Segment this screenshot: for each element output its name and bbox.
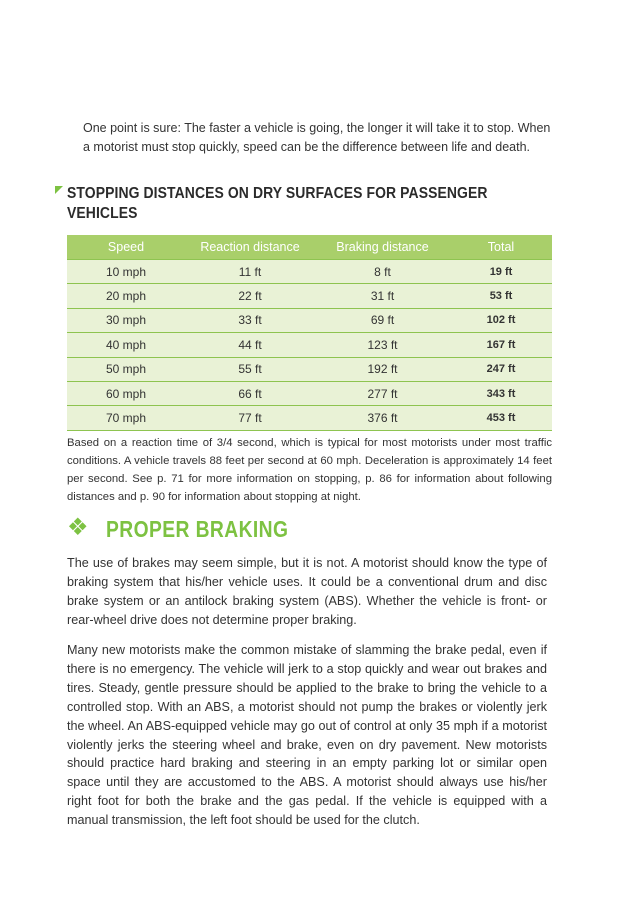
speed-cell: 10 mph	[67, 259, 185, 283]
speed-cell: 40 mph	[67, 332, 185, 356]
proper-braking-heading	[67, 512, 328, 546]
total-cell: 167 ft	[450, 332, 552, 356]
proper-braking-title: PROPER BRAKING	[105, 515, 288, 542]
reaction-distance-cell: 44 ft	[185, 332, 315, 356]
table-row	[67, 283, 552, 307]
table-row	[67, 381, 552, 405]
intro-paragraph: One point is sure: The faster a vehicle is going, the longer it will take it to stop. When a motorist must stop quickly, speed can be the difference between life and death.	[83, 121, 551, 154]
reaction-distance-cell: 77 ft	[185, 405, 315, 430]
speed-cell: 60 mph	[67, 381, 185, 405]
column-header-reaction-distance: Reaction distance	[185, 235, 315, 259]
section-marker-icon	[55, 186, 63, 194]
column-header-total: Total	[450, 235, 552, 259]
total-cell: 19 ft	[450, 259, 552, 283]
braking-distance-cell: 192 ft	[315, 357, 450, 381]
braking-paragraph-1: The use of brakes may seem simple, but it is not. A motorist should know the type of braking system that his/her vehicle uses. It could be a conventional drum and disc brake system or an antilock braking system (ABS). Whether the vehicle is front- or rear-wheel drive does not determine proper braking.	[67, 556, 547, 627]
table-row	[67, 332, 552, 356]
braking-distance-cell: 69 ft	[315, 308, 450, 332]
table-row	[67, 405, 552, 430]
total-cell: 343 ft	[450, 381, 552, 405]
table-footnote: Based on a reaction time of 3/4 second, which is typical for most motorists under most traffic conditions. A vehicle travels 88 feet per second at 60 mph. Deceleration is approximately 14 feet per second. See p. 71 for more information on stopping, p. 86 for information about following distances and p. 90 for information about stopping at night.	[67, 437, 552, 503]
table-row	[67, 308, 552, 332]
stopping-distances-table	[67, 235, 552, 431]
braking-distance-cell: 277 ft	[315, 381, 450, 405]
reaction-distance-cell: 33 ft	[185, 308, 315, 332]
reaction-distance-cell: 11 ft	[185, 259, 315, 283]
speed-cell: 50 mph	[67, 357, 185, 381]
speed-cell: 20 mph	[67, 283, 185, 307]
speed-cell: 30 mph	[67, 308, 185, 332]
table-header-row	[67, 235, 552, 259]
column-header-braking-distance: Braking distance	[315, 235, 450, 259]
reaction-distance-cell: 22 ft	[185, 283, 315, 307]
braking-paragraph-2: Many new motorists make the common mistake of slamming the brake pedal, even if there is no emergency. The vehicle will jerk to a stop quickly and wear out brakes and tires. Steady, gentle pressure should be applied to the brake to bring the vehicle to a controlled stop. With an ABS, a motorist should not pump the brakes or violently jerk the wheel. An ABS-equipped vehicle may go out of control at only 35 mph if a motorist violently jerks the steering wheel and brake, even on dry pavement. New motorists should practice hard braking and steering in an empty parking lot or similar open space until they are accustomed to the ABS. A motorist should always use his/her right foot for both the brake and the gas pedal. If the vehicle is equipped with a manual transmission, the left foot should be used for the clutch.	[67, 643, 547, 828]
reaction-distance-cell: 55 ft	[185, 357, 315, 381]
braking-distance-cell: 376 ft	[315, 405, 450, 430]
total-cell: 247 ft	[450, 357, 552, 381]
total-cell: 53 ft	[450, 283, 552, 307]
total-cell: 453 ft	[450, 405, 552, 430]
four-diamond-fleuron-icon: ❖	[67, 514, 89, 541]
table-row	[67, 357, 552, 381]
column-header-speed: Speed	[67, 235, 185, 259]
braking-distance-cell: 8 ft	[315, 259, 450, 283]
braking-distance-cell: 31 ft	[315, 283, 450, 307]
total-cell: 102 ft	[450, 308, 552, 332]
table-row	[67, 259, 552, 283]
braking-distance-cell: 123 ft	[315, 332, 450, 356]
stopping-distances-title: STOPPING DISTANCES ON DRY SURFACES FOR PASSENGER VEHICLES	[67, 185, 488, 222]
reaction-distance-cell: 66 ft	[185, 381, 315, 405]
speed-cell: 70 mph	[67, 405, 185, 430]
